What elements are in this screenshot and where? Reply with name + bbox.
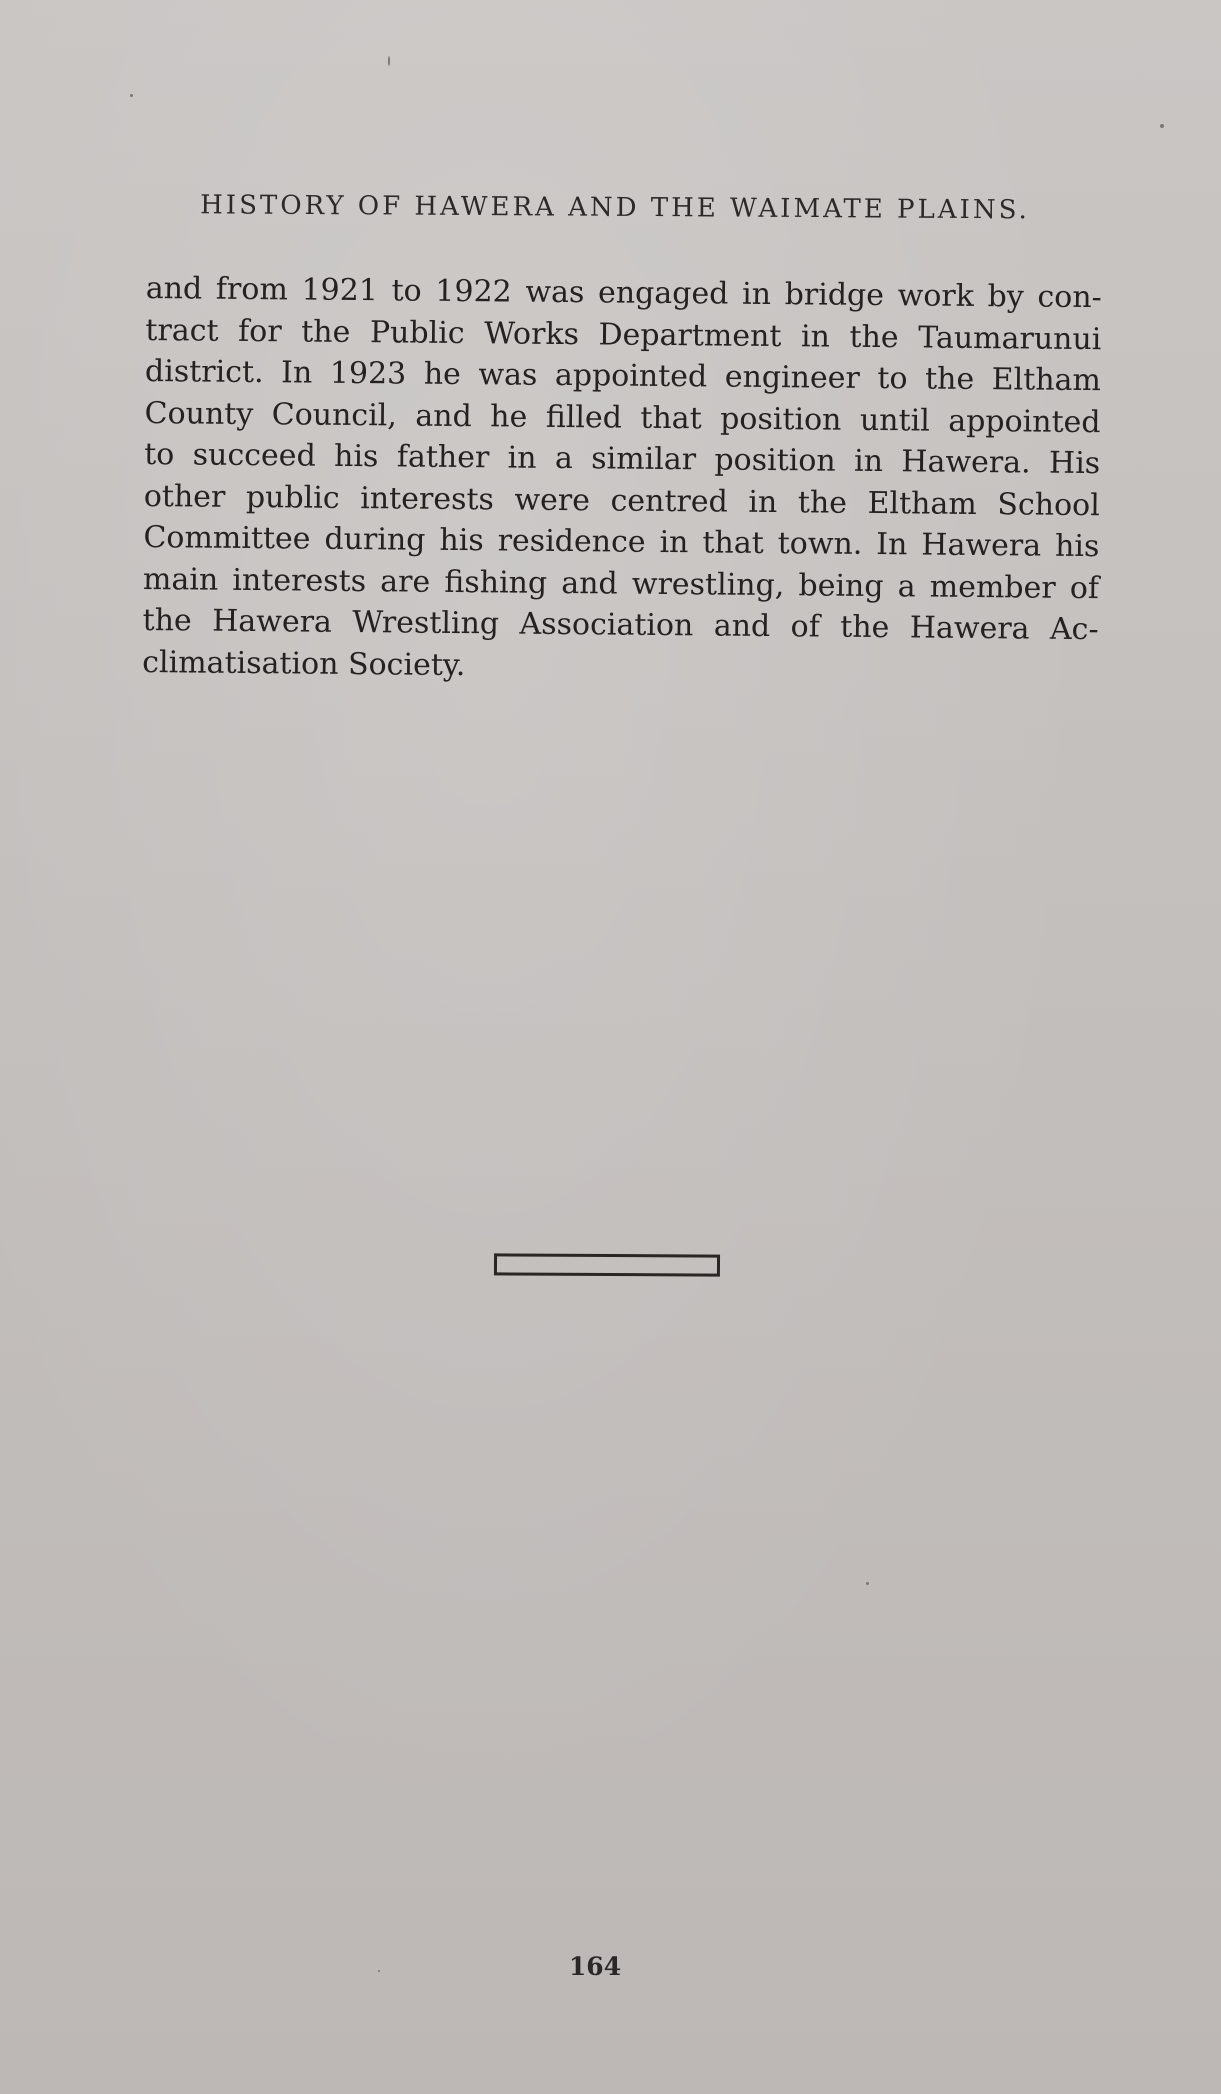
paper-speck bbox=[378, 1970, 380, 1972]
text-line: other public interests were centred in the Eltham School bbox=[143, 478, 1100, 523]
paper-speck bbox=[130, 94, 133, 97]
paper-speck bbox=[866, 1582, 869, 1585]
text-line: to succeed his father in a similar position in Hawera. His bbox=[144, 436, 1101, 482]
text-line: main interests are fishing and wrestling, being a member of bbox=[142, 561, 1100, 606]
body-paragraph bbox=[142, 268, 1102, 692]
paper-speck bbox=[388, 56, 390, 66]
running-head: HISTORY OF HAWERA AND THE WAIMATE PLAINS. bbox=[200, 190, 1030, 226]
text-line: and from 1921 to 1922 was engaged in bridge work by con- bbox=[145, 270, 1102, 316]
text-line: climatisation Society. bbox=[142, 644, 466, 683]
text-line: the Hawera Wrestling Association and of the Hawera Ac- bbox=[142, 602, 1099, 648]
paper-speck bbox=[1160, 124, 1164, 128]
section-end-ornament bbox=[494, 1253, 720, 1276]
text-line: Committee during his residence in that town. In Hawera his bbox=[143, 519, 1100, 565]
text-line: district. In 1923 he was appointed engineer to the Eltham bbox=[144, 353, 1102, 399]
page-number: 164 bbox=[568, 1952, 622, 1981]
text-line: County Council, and he filled that position until appointed bbox=[144, 395, 1101, 440]
text-line: tract for the Public Works Department in the Taumarunui bbox=[145, 312, 1102, 357]
